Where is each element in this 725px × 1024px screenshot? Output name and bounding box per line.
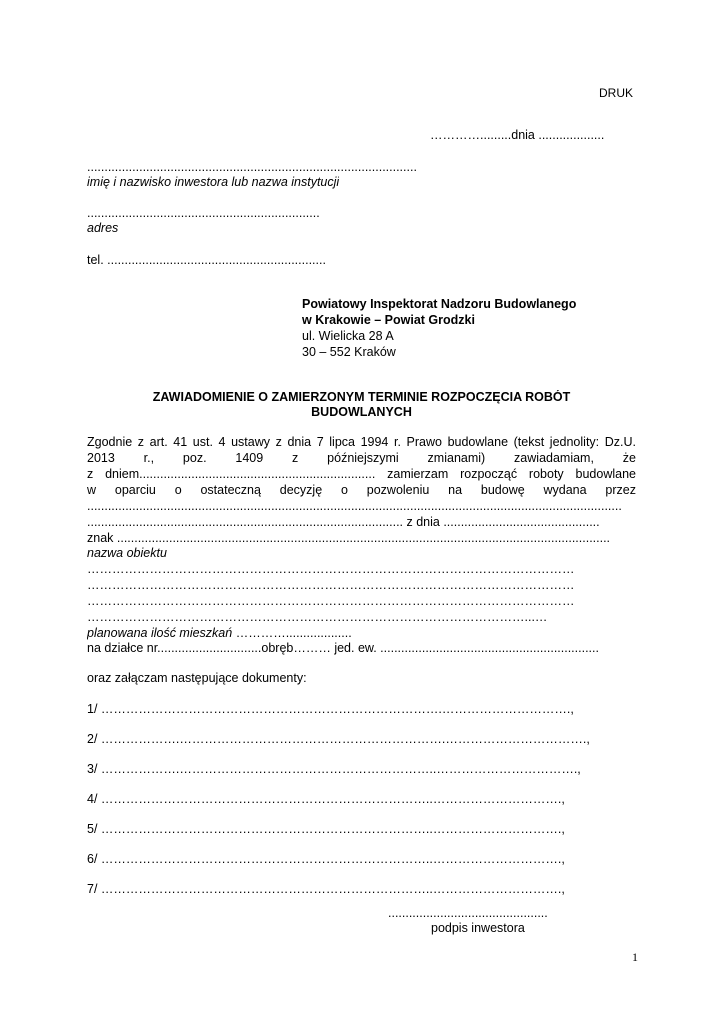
body-line-7: znak .............................................................................................................................................. [87, 531, 611, 545]
attachment-item-4: 4/ ……………………………………………………………………..…………………………., [87, 792, 565, 806]
investor-name-dots: ............................................................................................... [87, 160, 417, 174]
object-line-1: ……………………………………………………………………………………………………… [87, 562, 575, 576]
document-title-line-1: ZAWIADOMIENIE O ZAMIERZONYM TERMINIE ROZPOCZĘCIA ROBÓT [152, 390, 571, 404]
page-number: 1 [632, 950, 638, 964]
body-line-3: z dniem.................................................................... zamierzam rozpocząć roboty budowlane [87, 467, 636, 481]
recipient-line-4: 30 – 552 Kraków [302, 345, 396, 359]
body-line-4: w oparciu o ostateczną decyzję o pozwoleniu na budowę wydana przez [87, 483, 636, 497]
attachment-item-3: 3/ ……………….……………………………………………………..……………………………., [87, 762, 581, 776]
body-line-2: 2013 r., poz. 1409 z późniejszymi zmianami) zawiadamiam, że [87, 451, 636, 465]
attachment-item-5: 5/ ……………………………………………………………………..…………………………., [87, 822, 565, 836]
attachment-item-1: 1/ ……………………………………………………………………….…………………………., [87, 702, 574, 716]
attachment-item-2: 2/ ……………….……………………………………………………….……………………………., [87, 732, 590, 746]
recipient-line-3: ul. Wielicka 28 A [302, 329, 394, 343]
druk-label: DRUK [599, 86, 634, 100]
object-line-4: ……………………………………………………………………………………………...… [87, 610, 548, 624]
object-name-label: nazwa obiektu [87, 546, 167, 560]
signature-dots: .............................................. [388, 906, 548, 920]
recipient-line-1: Powiatowy Inspektorat Nadzoru Budowlanego [302, 297, 577, 311]
date-line: ………….........dnia ................... [430, 128, 605, 142]
investor-name-label: imię i nazwisko inwestora lub nazwa instytucji [87, 175, 340, 189]
investor-address-dots: ................................................................... [87, 206, 320, 220]
attachment-item-7: 7/ ……………………………………………………………………..…………………………., [87, 882, 565, 896]
body-line-1: Zgodnie z art. 41 ust. 4 ustawy z dnia 7 lipca 1994 r. Prawo budowlane (tekst jednolity: Dz.U. [87, 435, 636, 449]
investor-address-label: adres [87, 221, 119, 235]
planned-flats-dots: …………................... [232, 626, 352, 640]
recipient-line-2: w Krakowie – Powiat Grodzki [302, 313, 475, 327]
planned-flats-line [87, 626, 352, 640]
plot-line: na działce nr..............................obręb……… jed. ew. ............................................................... [87, 641, 599, 655]
body-line-5: .......................................................................................................................................................... [87, 499, 622, 513]
object-line-3: ……………………………………………………………………………………………………… [87, 594, 575, 608]
investor-tel: tel. ............................................................... [87, 253, 326, 267]
attachment-item-6: 6/ ……………………………………………………………………..…………………………., [87, 852, 565, 866]
document-title-line-2: BUDOWLANYCH [311, 405, 412, 419]
signature-label: podpis inwestora [431, 921, 525, 935]
attachments-intro: oraz załączam następujące dokumenty: [87, 671, 307, 685]
object-line-2: ……………………………………………………………………………………………………… [87, 578, 575, 592]
body-line-6: ........................................................................................... z dnia ............................................. [87, 515, 600, 529]
planned-flats-label: planowana ilość mieszkań [87, 626, 233, 640]
